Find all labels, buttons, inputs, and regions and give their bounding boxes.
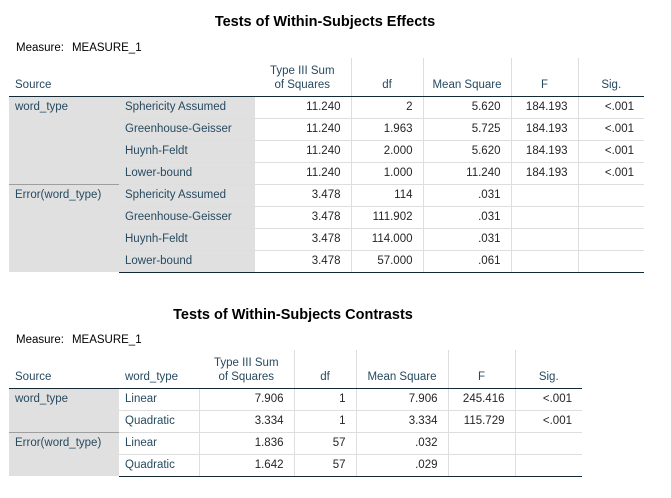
cell-f: 184.193 xyxy=(511,162,578,184)
cell-f: 245.416 xyxy=(448,388,515,410)
cell-ss: 11.240 xyxy=(254,96,351,118)
row-source-label: Error(word_type) xyxy=(9,184,119,272)
table-row xyxy=(9,388,582,410)
cell-ss: 3.478 xyxy=(254,206,351,228)
cell-ms: .061 xyxy=(423,250,511,272)
cell-sig xyxy=(515,454,582,476)
header-ss xyxy=(199,350,294,388)
row-correction-label: Greenhouse-Geisser xyxy=(119,118,254,140)
measure-value: MEASURE_1 xyxy=(71,42,142,54)
table2-measure xyxy=(16,334,142,346)
cell-df: 1.963 xyxy=(351,118,423,140)
header-sig: Sig. xyxy=(578,58,644,96)
cell-df: 1.000 xyxy=(351,162,423,184)
header-ss-line2: of Squares xyxy=(274,78,331,91)
table1-measure xyxy=(16,42,142,54)
cell-ms: 5.620 xyxy=(423,140,511,162)
header-ss-line2: of Squares xyxy=(218,370,275,383)
cell-ss: 3.478 xyxy=(254,228,351,250)
cell-f: 184.193 xyxy=(511,96,578,118)
cell-sig: <.001 xyxy=(515,410,582,432)
cell-sig: <.001 xyxy=(515,388,582,410)
header-f: F xyxy=(448,350,515,388)
header-ss-line1: Type III Sum xyxy=(269,64,335,77)
cell-ss: 3.334 xyxy=(199,410,294,432)
row-correction-label: Huynh-Feldt xyxy=(119,228,254,250)
cell-sig xyxy=(578,184,644,206)
row-source-label: word_type xyxy=(9,388,119,432)
cell-f xyxy=(511,228,578,250)
cell-ms: .031 xyxy=(423,206,511,228)
cell-df: 1 xyxy=(294,410,356,432)
cell-sig: <.001 xyxy=(578,140,644,162)
cell-df: 2 xyxy=(351,96,423,118)
cell-df: 57 xyxy=(294,432,356,454)
cell-ms: .032 xyxy=(356,432,448,454)
cell-f xyxy=(448,454,515,476)
cell-ms: .031 xyxy=(423,228,511,250)
cell-ss: 11.240 xyxy=(254,140,351,162)
header-blank xyxy=(119,58,254,96)
cell-df: 114 xyxy=(351,184,423,206)
row-correction-label: Sphericity Assumed xyxy=(119,96,254,118)
row-source-label: Error(word_type) xyxy=(9,432,119,476)
row-correction-label: Lower-bound xyxy=(119,162,254,184)
cell-ss: 11.240 xyxy=(254,118,351,140)
within-subjects-contrasts-table xyxy=(9,350,582,477)
cell-f xyxy=(448,432,515,454)
cell-ms: .029 xyxy=(356,454,448,476)
cell-ms: 5.725 xyxy=(423,118,511,140)
cell-ms: 7.906 xyxy=(356,388,448,410)
cell-ss: 1.836 xyxy=(199,432,294,454)
cell-sig xyxy=(515,432,582,454)
header-ss xyxy=(254,58,351,96)
cell-ms: 3.334 xyxy=(356,410,448,432)
header-contrast: word_type xyxy=(119,350,199,388)
row-contrast-label: Quadratic xyxy=(119,410,199,432)
header-ss-line1: Type III Sum xyxy=(213,356,279,369)
cell-ms: 11.240 xyxy=(423,162,511,184)
cell-ms: 5.620 xyxy=(423,96,511,118)
within-subjects-effects-table xyxy=(9,58,644,273)
cell-f: 184.193 xyxy=(511,140,578,162)
table2-header-row xyxy=(9,350,582,388)
row-contrast-label: Linear xyxy=(119,432,199,454)
cell-f: 184.193 xyxy=(511,118,578,140)
cell-ss: 11.240 xyxy=(254,162,351,184)
row-contrast-label: Quadratic xyxy=(119,454,199,476)
row-contrast-label: Linear xyxy=(119,388,199,410)
cell-sig: <.001 xyxy=(578,162,644,184)
cell-f xyxy=(511,184,578,206)
row-correction-label: Greenhouse-Geisser xyxy=(119,206,254,228)
cell-sig: <.001 xyxy=(578,118,644,140)
cell-sig xyxy=(578,228,644,250)
table-row xyxy=(9,432,582,454)
cell-ms: .031 xyxy=(423,184,511,206)
cell-df: 111.902 xyxy=(351,206,423,228)
header-source: Source xyxy=(9,58,119,96)
cell-ss: 3.478 xyxy=(254,184,351,206)
cell-ss: 1.642 xyxy=(199,454,294,476)
measure-label: Measure: xyxy=(16,42,64,54)
cell-df: 2.000 xyxy=(351,140,423,162)
header-sig: Sig. xyxy=(515,350,582,388)
cell-df: 57.000 xyxy=(351,250,423,272)
cell-ss: 3.478 xyxy=(254,250,351,272)
cell-df: 1 xyxy=(294,388,356,410)
header-ms: Mean Square xyxy=(423,58,511,96)
cell-f xyxy=(511,250,578,272)
row-correction-label: Huynh-Feldt xyxy=(119,140,254,162)
table-row xyxy=(9,184,644,206)
cell-sig: <.001 xyxy=(578,96,644,118)
measure-label: Measure: xyxy=(16,334,64,346)
header-f: F xyxy=(511,58,578,96)
row-correction-label: Sphericity Assumed xyxy=(119,184,254,206)
row-source-label: word_type xyxy=(9,96,119,184)
cell-sig xyxy=(578,206,644,228)
table2-title: Tests of Within-Subjects Contrasts xyxy=(173,307,413,323)
table2-body xyxy=(9,388,582,476)
cell-sig xyxy=(578,250,644,272)
table1-title: Tests of Within-Subjects Effects xyxy=(214,14,436,30)
cell-df: 114.000 xyxy=(351,228,423,250)
row-correction-label: Lower-bound xyxy=(119,250,254,272)
table1-header-row xyxy=(9,58,644,96)
header-ms: Mean Square xyxy=(356,350,448,388)
cell-f xyxy=(511,206,578,228)
header-df: df xyxy=(294,350,356,388)
table-row xyxy=(9,96,644,118)
measure-value: MEASURE_1 xyxy=(71,334,142,346)
cell-ss: 7.906 xyxy=(199,388,294,410)
cell-f: 115.729 xyxy=(448,410,515,432)
header-source: Source xyxy=(9,350,119,388)
cell-df: 57 xyxy=(294,454,356,476)
table1-body xyxy=(9,96,644,272)
header-df: df xyxy=(351,58,423,96)
